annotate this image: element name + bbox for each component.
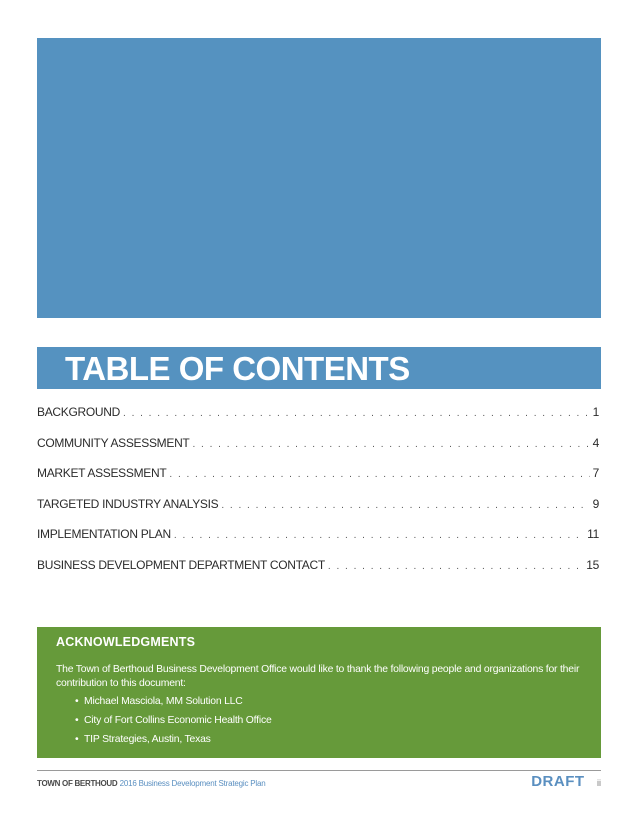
toc-entry-implementation-plan[interactable] [37,527,599,558]
toc-banner [37,347,601,389]
toc-entry-page: 15 [586,557,599,572]
bullet-icon: • [75,734,79,745]
toc-entry-page: 4 [592,435,599,450]
list-item [75,714,272,733]
table-of-contents [37,405,599,588]
toc-entry-label: TARGETED INDUSTRY ANALYSIS [37,496,219,511]
toc-leader-dots [328,561,583,572]
toc-entry-page: 1 [592,405,599,419]
toc-entry-targeted-industry-analysis[interactable] [37,497,599,528]
page-number: ii [597,778,601,788]
toc-entry-page: 7 [592,466,599,480]
toc-entry-label: BUSINESS DEVELOPMENT DEPARTMENT CONTACT [37,557,325,572]
footer-doc-name: 2016 Business Development Strategic Plan [119,779,266,788]
bullet-icon: • [75,715,79,726]
list-item-text: Michael Masciola, MM Solution LLC [84,696,243,707]
acknowledgments-heading: ACKNOWLEDGMENTS [56,635,196,649]
acknowledgments-list [75,695,272,752]
footer-org-name: TOWN OF BERTHOUD [37,779,118,788]
acknowledgments-intro: The Town of Berthoud Business Development Office would like to thank the following people and organizations for their contribution to this document: [56,664,580,689]
toc-entry-label: COMMUNITY ASSESSMENT [37,435,190,450]
toc-title: TABLE OF CONTENTS [65,350,410,387]
list-item-text: City of Fort Collins Economic Health Office [84,715,272,726]
toc-entry-business-development-contact[interactable] [37,558,599,589]
toc-entry-page: 9 [592,496,599,511]
toc-leader-dots [192,439,589,450]
toc-leader-dots [123,408,590,419]
list-item [75,695,272,714]
acknowledgments-box [37,627,601,758]
bullet-icon: • [75,696,79,707]
footer-status [531,773,601,791]
list-item [75,733,272,752]
list-item-text: TIP Strategies, Austin, Texas [84,734,211,745]
toc-entry-background[interactable] [37,405,599,436]
toc-entry-community-assessment[interactable] [37,436,599,467]
cover-image-placeholder [37,38,601,318]
toc-leader-dots [174,530,584,541]
footer-divider [37,770,601,771]
toc-leader-dots [221,500,589,511]
toc-entry-page: 11 [587,527,599,541]
toc-entry-market-assessment[interactable] [37,466,599,497]
toc-entry-label: BACKGROUND [37,405,121,419]
toc-entry-label: MARKET ASSESSMENT [37,466,167,480]
toc-entry-label: IMPLEMENTATION PLAN [37,527,171,541]
draft-label: DRAFT [531,773,585,790]
toc-leader-dots [169,469,589,480]
footer-document-title [37,779,266,788]
